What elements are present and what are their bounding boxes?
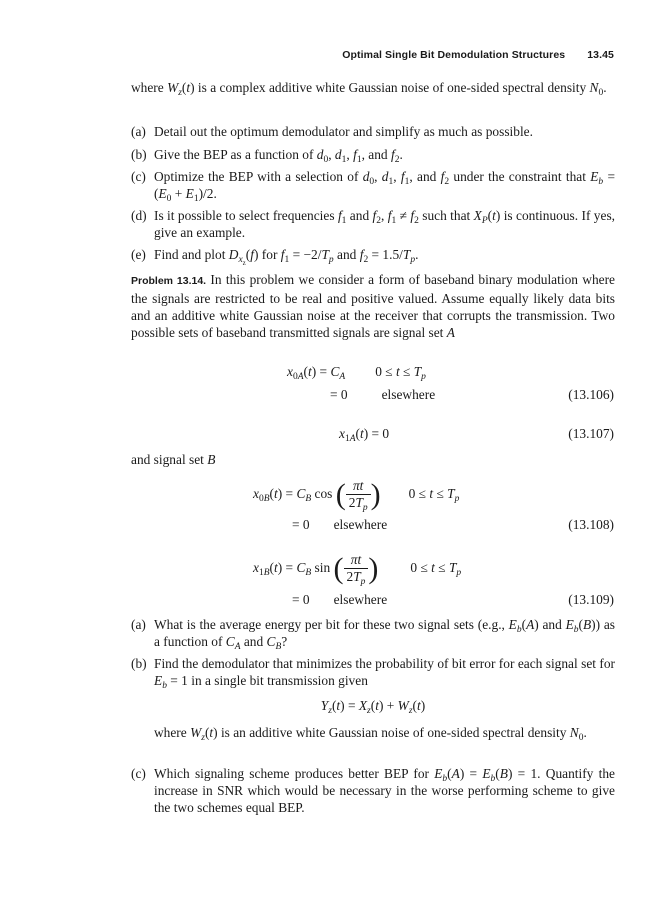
question-item-e: (e) Find and plot $D_{x_z}(f)$ for $f_1 = -2/T_p$ and $f_2 = 1.5/T_p$. — [131, 247, 419, 267]
equation-number-108: (13.108) — [568, 517, 614, 532]
equation-number-106: (13.106) — [568, 387, 614, 402]
problem-statement: Problem 13.14. In this problem we consider a form of baseband binary modulation where the signals are restricted to be real and positive valued. Assume equally likely data bits and an additive white Gaussian noise at the receiver that corrupts the transmission. Two possible sets of baseband transmitted signals are signal set A — [131, 272, 615, 340]
question2-item-c: (c) Which signaling scheme produces better BEP for $E_b(A) = E_b(B) = 1$. Quantify the increase in SNR which would be necessary in the worse performing scheme to give the two schemes equal BEP. — [131, 766, 615, 815]
equation-x0A-else: = 0 elsewhere — [330, 387, 436, 402]
question2-item-b: (b) Find the demodulator that minimizes the probability of bit error for each signal set for $E_b = 1$ in a single bit transmission given — [131, 656, 615, 691]
equation-x1B-else: = 0 elsewhere — [292, 592, 388, 607]
equation-x0B-else: = 0 elsewhere — [292, 517, 388, 532]
noise-description: where $W_z(t)$ is an additive white Gaussian noise of one-sided spectral density $N_0$. — [154, 725, 587, 743]
question-item-d: (d) Is it possible to select frequencies $f_1$ and $f_2$, $f_1 \ne f_2$ such that $X_P(t)$ is continuous. If yes, give an example. — [131, 208, 616, 240]
signal-set-b-intro: and signal set B — [131, 452, 216, 467]
question-item-a: (a) Detail out the optimum demodulator and simplify as much as possible. — [131, 124, 533, 139]
intro-paragraph: where $W_z(t)$ is a complex additive white Gaussian noise of one-sided spectral density $N_0$. — [131, 80, 607, 98]
equation-x1B: $x_{1B}(t) = C_B$ sin ( $\frac{\pi t}{2T_p}$ ) $0 \le t \le T_p$ — [253, 551, 462, 588]
equation-received-signal: $Y_z(t) = X_z(t) + W_z(t)$ — [320, 698, 426, 716]
question2-item-a: (a) What is the average energy per bit for these two signal sets (e.g., $E_b(A)$ and $E_b(B)$) as a function of $C_A$ and $C_B$? — [131, 617, 616, 652]
page-number: 13.45 — [587, 49, 614, 61]
question-item-b: (b) Give the BEP as a function of $d_0$, $d_1$, $f_1$, and $f_2$. — [131, 147, 403, 165]
equation-x0A: $x_{0A}(t) = C_A$ $0 \le t \le T_p$ — [287, 364, 426, 382]
question-item-c: (c) Optimize the BEP with a selection of $d_0$, $d_1$, $f_1$, and $f_2$ under the constraint that $E_b = (E_0 + E_1)/2$. — [131, 169, 616, 204]
equation-x0B: $x_{0B}(t) = C_B$ cos ( $\frac{\pi t}{2T_p}$ ) $0 \le t \le T_p$ — [253, 477, 460, 514]
equation-number-107: (13.107) — [568, 426, 614, 441]
equation-number-109: (13.109) — [568, 592, 614, 607]
header-title: Optimal Single Bit Demodulation Structures — [342, 49, 566, 61]
equation-x1A: $x_{1A}(t) = 0$ — [339, 426, 390, 444]
problem-label: Problem 13.14. — [131, 275, 207, 287]
running-header — [342, 49, 614, 61]
